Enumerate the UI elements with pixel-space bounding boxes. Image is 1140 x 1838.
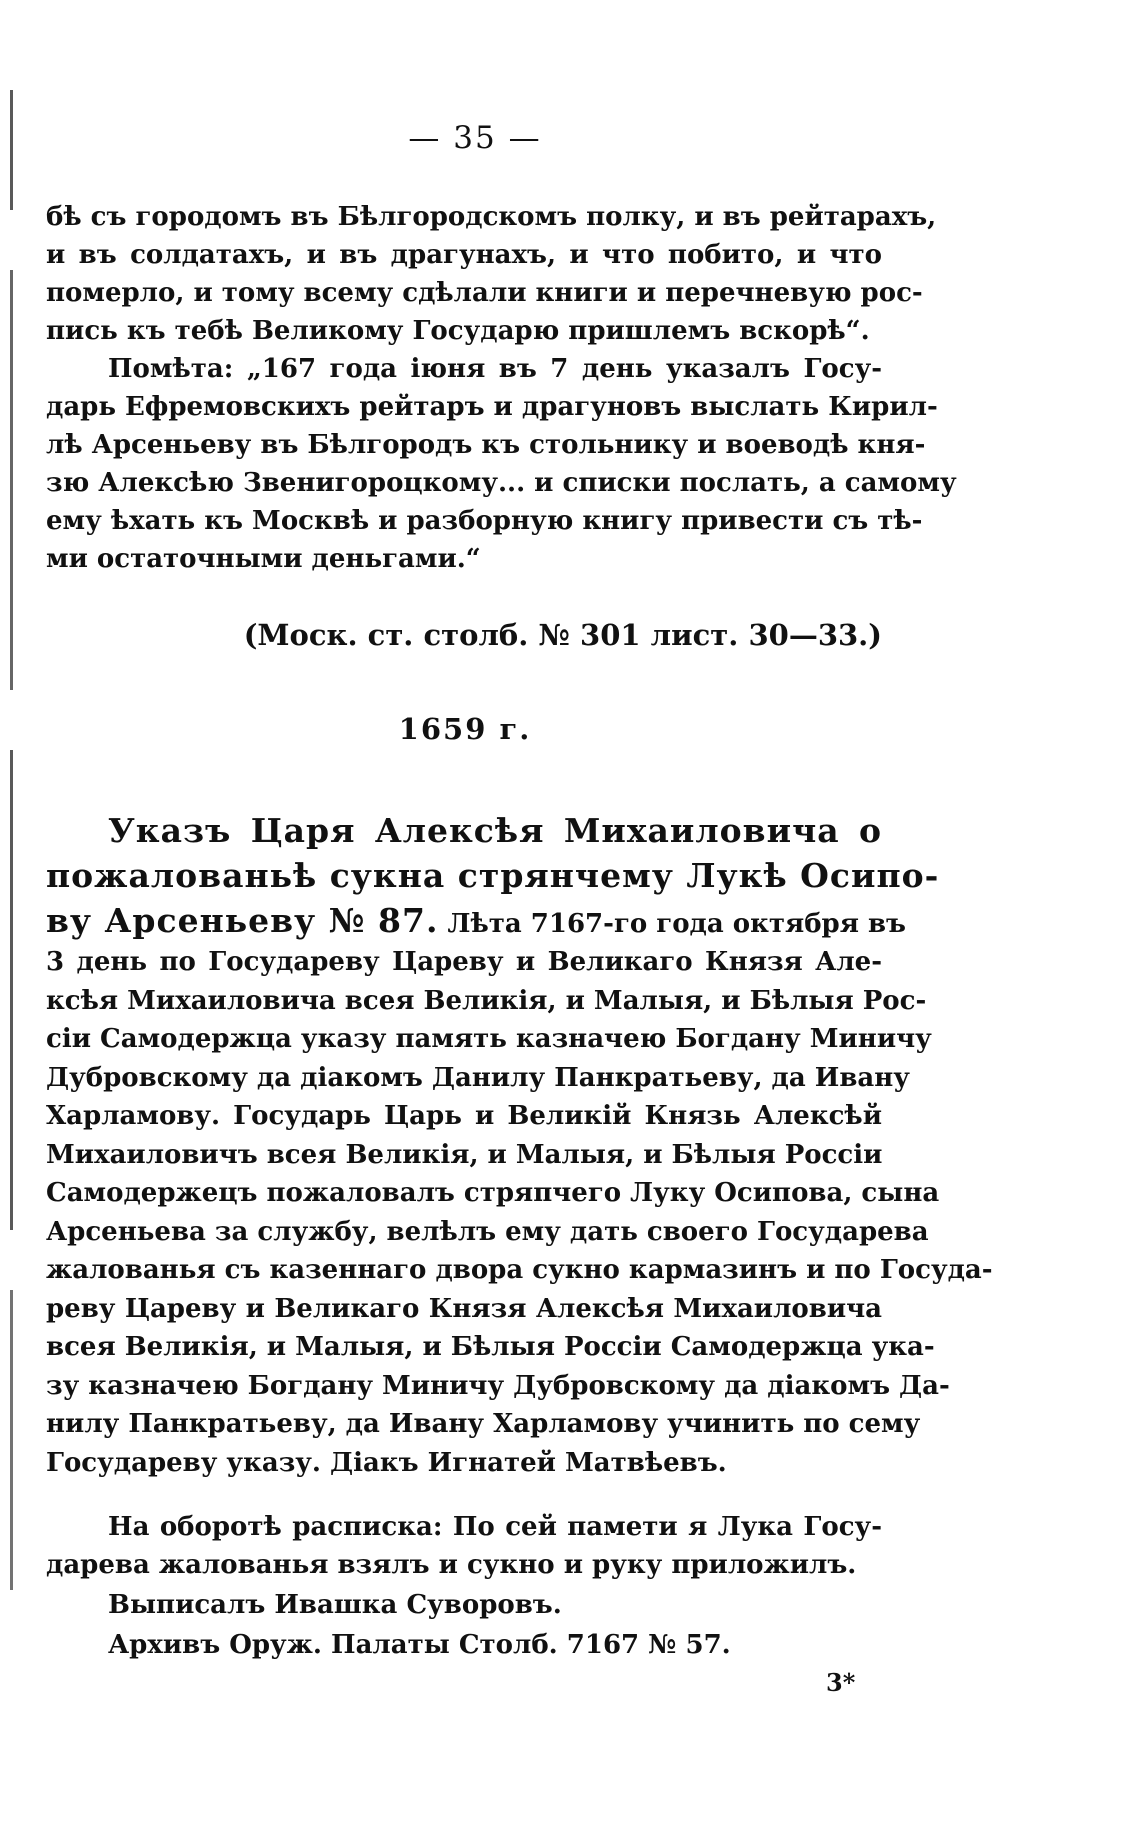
- decree-title-end: ву Арсеньеву № 87.: [46, 901, 439, 940]
- text-line: померло, и тому всему сдѣлали книги и перечневую рос-: [46, 278, 923, 308]
- decree-title-line: пожалованьѣ сукна стрянчему Лукѣ Осипо-: [46, 856, 940, 895]
- printer-signature-mark: 3*: [826, 1668, 856, 1697]
- text-line: лѣ Арсеньеву въ Бѣлгородъ къ стольнику и воеводѣ кня-: [46, 430, 926, 460]
- text-line: зу казначею Богдану Миничу Дубровскому да діакомъ Да-: [46, 1370, 950, 1401]
- text-line: ему ѣхать къ Москвѣ и разборную книгу привести съ тѣ-: [46, 506, 923, 536]
- archive-reference: Архивъ Оруж. Палаты Столб. 7167 № 57.: [108, 1630, 731, 1660]
- text-line: реву Цареву и Великаго Князя Алексѣя Михаиловича: [46, 1293, 882, 1324]
- decree-text: [46, 808, 993, 1482]
- text-line: и въ солдатахъ, и въ драгунахъ, и что побито, и что: [46, 240, 882, 270]
- text-line: Михаиловичъ всея Великія, и Малыя, и Бѣлыя Россіи: [46, 1139, 883, 1170]
- text-line: Дубровскому да діакомъ Данилу Панкратьеву, да Ивану: [46, 1062, 910, 1093]
- decree-body-fragment: Лѣта 7167-го года октября въ: [438, 909, 906, 939]
- reverse-note: [46, 1508, 882, 1584]
- text-line: всея Великія, и Малыя, и Бѣлыя Россіи Самодержца ука-: [46, 1332, 935, 1362]
- text-line: жалованья съ казеннаго двора сукно кармазинъ и по Госуда-: [46, 1255, 993, 1285]
- scan-edge-mark: [10, 90, 13, 1590]
- paragraph-continuation: [46, 198, 937, 350]
- paragraph-pometa: [46, 350, 957, 578]
- text-line: нилу Панкратьеву, да Ивану Харламову учинить по сему: [46, 1409, 921, 1439]
- text-line: Арсеньева за службу, велѣлъ ему дать своего Государева: [46, 1216, 929, 1247]
- text-line: дарь Ефремовскихъ рейтаръ и драгуновъ выслать Кирил-: [46, 392, 938, 422]
- decree-title-end-line: [46, 898, 906, 943]
- scribe-signature: Выписалъ Ивашка Суворовъ.: [108, 1590, 562, 1620]
- text-line: 3 день по Государеву Цареву и Великаго Князя Але-: [46, 947, 882, 977]
- text-line: Государеву указу. Діакъ Игнатей Матвѣевъ.: [46, 1447, 727, 1478]
- decree-title-line: Указъ Царя Алексѣя Михаиловича о: [108, 811, 882, 850]
- text-line: сіи Самодержца указу память казначею Богдану Миничу: [46, 1024, 932, 1054]
- text-line: Самодержецъ пожаловалъ стряпчего Луку Осипова, сына: [46, 1178, 940, 1208]
- text-line: ми остаточными деньгами.“: [46, 544, 481, 574]
- text-line: бѣ съ городомъ въ Бѣлгородскомъ полку, и въ рейтарахъ,: [46, 202, 937, 232]
- text-line: пись къ тебѣ Великому Государю пришлемъ вскорѣ“.: [46, 316, 870, 346]
- source-citation: (Моск. ст. столб. № 301 лист. 30—33.): [243, 618, 882, 652]
- text-line: зю Алексѣю Звенигороцкому... и списки послать, а самому: [46, 468, 957, 498]
- text-line: На оборотѣ расписка: По сей памети я Лука Госу-: [108, 1512, 882, 1542]
- year-heading: 1659 г.: [398, 712, 532, 746]
- text-line: дарева жалованья взялъ и сукно и руку приложилъ.: [46, 1550, 857, 1580]
- text-line: ксѣя Михаиловича всея Великія, и Малыя, и Бѣлыя Рос-: [46, 985, 927, 1016]
- text-line: Помѣта: „167 года іюня въ 7 день указалъ Госу-: [108, 354, 882, 384]
- text-line: Харламову. Государь Царь и Великій Князь Алексѣй: [46, 1101, 882, 1131]
- page-number: — 35 —: [408, 120, 542, 156]
